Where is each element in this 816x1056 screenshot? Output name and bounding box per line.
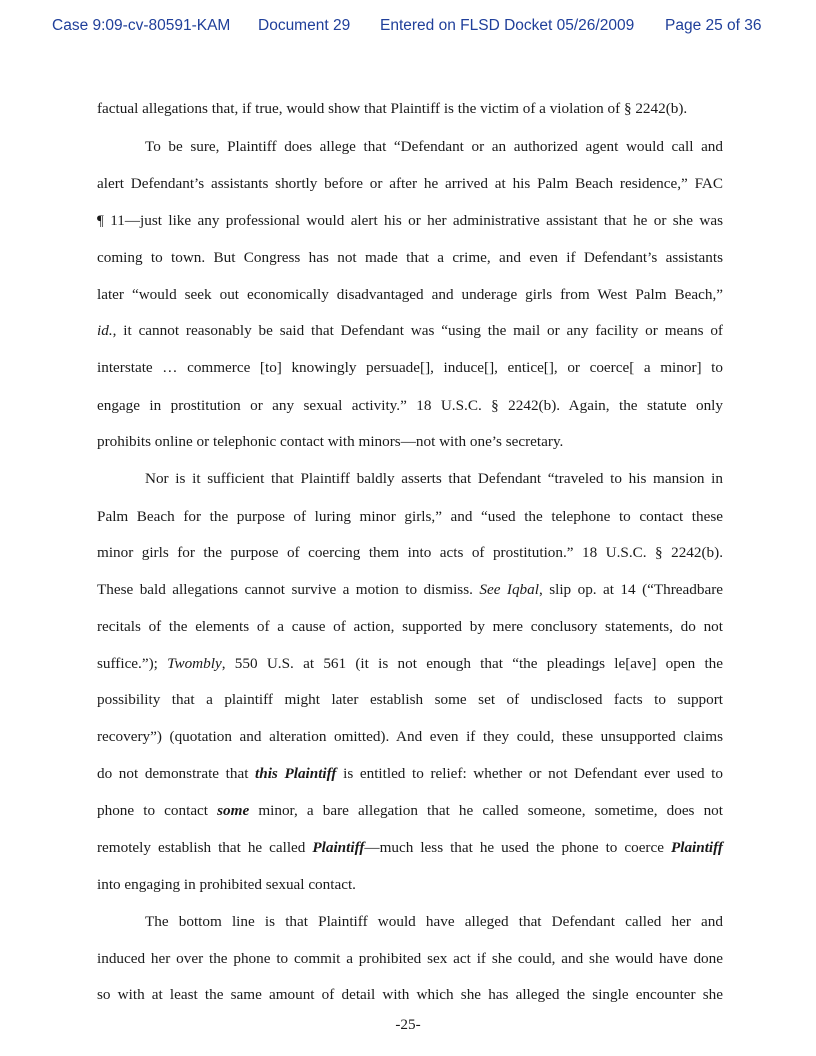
paragraph-start: To be sure, Plaintiff does allege that “Defendant or an authorized agent would call and bbox=[145, 138, 723, 155]
citation-iqbal: See Iqbal bbox=[479, 581, 539, 598]
paragraph-start: The bottom line is that Plaintiff would have alleged that Defendant called her and bbox=[145, 913, 723, 930]
text-line: possibility that a plaintiff might later establish some set of undisclosed facts to support bbox=[97, 691, 723, 708]
text-line bbox=[97, 654, 723, 674]
citation-id: id. bbox=[97, 322, 113, 339]
text-line bbox=[97, 801, 723, 821]
text-line: coming to town. But Congress has not made that a crime, and even if Defendant’s assistants bbox=[97, 249, 723, 266]
text-line: factual allegations that, if true, would show that Plaintiff is the victim of a violation of § 2242(b). bbox=[97, 100, 688, 117]
docket-header bbox=[0, 17, 816, 37]
text-span: —much less that he used the phone to coerce bbox=[364, 839, 671, 856]
emphasis-some: some bbox=[217, 802, 250, 819]
text-span: minor, a bare allegation that he called someone, sometime, does not bbox=[249, 802, 723, 819]
text-span: remotely establish that he called bbox=[97, 839, 313, 856]
text-line bbox=[97, 764, 723, 784]
text-span: , 550 U.S. at 561 (it is not enough that “the pleadings le[ave] open the bbox=[221, 655, 723, 672]
text-line: alert Defendant’s assistants shortly before or after he arrived at his Palm Beach residence,” FAC bbox=[97, 175, 723, 192]
text-line: Palm Beach for the purpose of luring minor girls,” and “used the telephone to contact these bbox=[97, 508, 723, 525]
text-line: interstate … commerce [to] knowingly persuade[], induce[], entice[], or coerce[ a minor] to bbox=[97, 359, 723, 376]
text-span: do not demonstrate that bbox=[97, 765, 256, 782]
paragraph-start: Nor is it sufficient that Plaintiff baldly asserts that Defendant “traveled to his mansion in bbox=[145, 470, 723, 487]
text-line: recitals of the elements of a cause of action, supported by mere conclusory statements, do not bbox=[97, 618, 723, 635]
text-line: ¶ 11—just like any professional would alert his or her administrative assistant that he or she was bbox=[97, 212, 723, 229]
text-span: , slip op. at 14 (“Threadbare bbox=[538, 581, 724, 598]
text-line: so with at least the same amount of detail with which she has alleged the single encounter she bbox=[97, 986, 723, 1003]
page-count: Page 25 of 36 bbox=[665, 17, 762, 34]
text-line bbox=[97, 580, 723, 600]
text-line bbox=[97, 321, 723, 341]
citation-twombly: Twombly bbox=[167, 655, 222, 672]
emphasis-plaintiff: Plaintiff bbox=[670, 839, 723, 856]
text-line: later “would seek out economically disadvantaged and underage girls from West Palm Beach,” bbox=[97, 286, 723, 303]
text-span: , it cannot reasonably be said that Defendant was “using the mail or any facility or means of bbox=[112, 322, 723, 339]
text-line: recovery”) (quotation and alteration omitted). And even if they could, these unsupported claims bbox=[97, 728, 723, 745]
text-span: phone to contact bbox=[97, 802, 218, 819]
text-line: into engaging in prohibited sexual contact. bbox=[97, 876, 356, 893]
text-line: engage in prostitution or any sexual activity.” 18 U.S.C. § 2242(b). Again, the statute only bbox=[97, 397, 723, 414]
document-number: Document 29 bbox=[258, 17, 351, 34]
text-span: is entitled to relief: whether or not Defendant ever used to bbox=[336, 765, 723, 782]
text-line: prohibits online or telephonic contact with minors—not with one’s secretary. bbox=[97, 433, 564, 450]
text-span: suffice.”); bbox=[97, 655, 168, 672]
text-line: minor girls for the purpose of coercing them into acts of prostitution.” 18 U.S.C. § 2242(b). bbox=[97, 544, 723, 561]
emphasis-plaintiff: Plaintiff bbox=[312, 839, 365, 856]
page-number: -25- bbox=[395, 1016, 421, 1033]
docket-entry-date: Entered on FLSD Docket 05/26/2009 bbox=[380, 17, 635, 34]
text-line: induced her over the phone to commit a prohibited sex act if she could, and she would have done bbox=[97, 950, 723, 967]
emphasis-this-plaintiff: this Plaintiff bbox=[255, 765, 337, 782]
case-number: Case 9:09-cv-80591-KAM bbox=[52, 17, 231, 34]
text-span: These bald allegations cannot survive a motion to dismiss. bbox=[97, 581, 480, 598]
text-line bbox=[97, 838, 723, 858]
